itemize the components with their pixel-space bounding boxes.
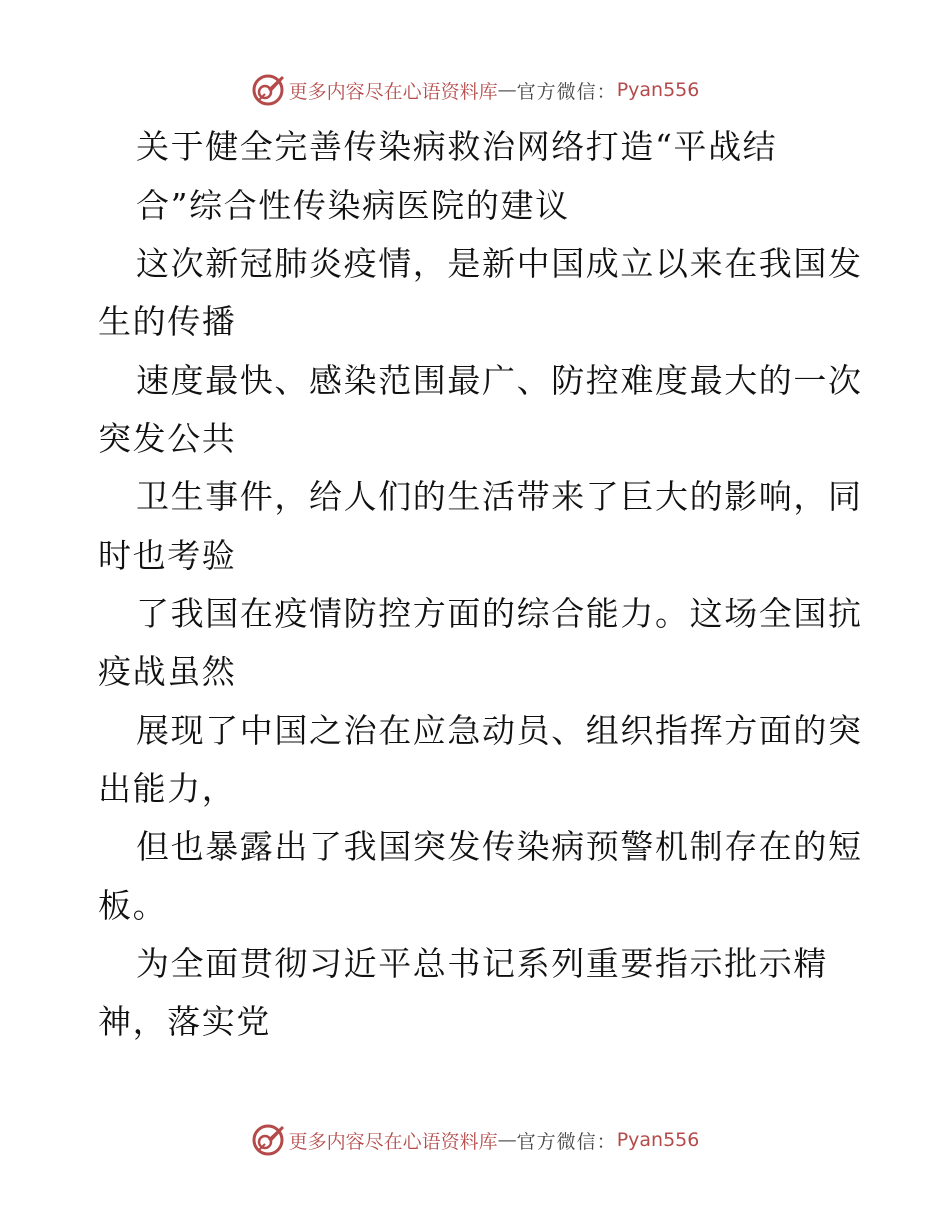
title-line-1: 关于健全完善传染病救治网络打造“平战结 (136, 127, 778, 166)
paragraph-line: 疫战虽然 (98, 652, 237, 691)
paragraph-line: 为全面贯彻习近平总书记系列重要指示批示精 (136, 944, 828, 983)
watermark-wechat-id: Pyan556 (616, 79, 700, 101)
paragraph-line: 展现了中国之治在应急动员、组织指挥方面的突 (136, 711, 863, 750)
paragraph-line: 速度最快、感染范围最广、防控难度最大的一次 (136, 361, 863, 400)
paragraph-line: 生的传播 (98, 302, 237, 341)
paragraph-line: 突发公共 (98, 419, 237, 458)
paragraph-line: 神，落实党 (98, 1002, 271, 1041)
paragraph-line: 板。 (98, 886, 168, 925)
paragraph-line: 这次新冠肺炎疫情，是新中国成立以来在我国发 (136, 244, 863, 283)
watermark-wechat-label: 官方微信： (516, 1130, 617, 1153)
footer-watermark (0, 1120, 950, 1160)
paragraph-line: 卫生事件，给人们的生活带来了巨大的影响，同 (136, 477, 863, 516)
brand-logo-icon (251, 1123, 285, 1157)
brand-logo-icon (251, 73, 285, 107)
paragraph-line: 但也暴露出了我国突发传染病预警机制存在的短 (136, 827, 863, 866)
title-line-2: 合”综合性传染病医院的建议 (136, 186, 570, 225)
paragraph-line: 出能力， (98, 769, 237, 808)
header-watermark (0, 70, 950, 110)
watermark-wechat-id: Pyan556 (616, 1129, 700, 1151)
watermark-site-text: 更多内容尽在心语资料库 (288, 80, 498, 103)
watermark-wechat-label: 官方微信： (516, 80, 617, 103)
watermark-dash: — (497, 1129, 517, 1151)
watermark-site-text: 更多内容尽在心语资料库 (288, 1130, 498, 1153)
paragraph-line: 了我国在疫情防控方面的综合能力。这场全国抗 (136, 594, 863, 633)
watermark-dash: — (497, 79, 517, 101)
paragraph-line: 时也考验 (98, 536, 237, 575)
